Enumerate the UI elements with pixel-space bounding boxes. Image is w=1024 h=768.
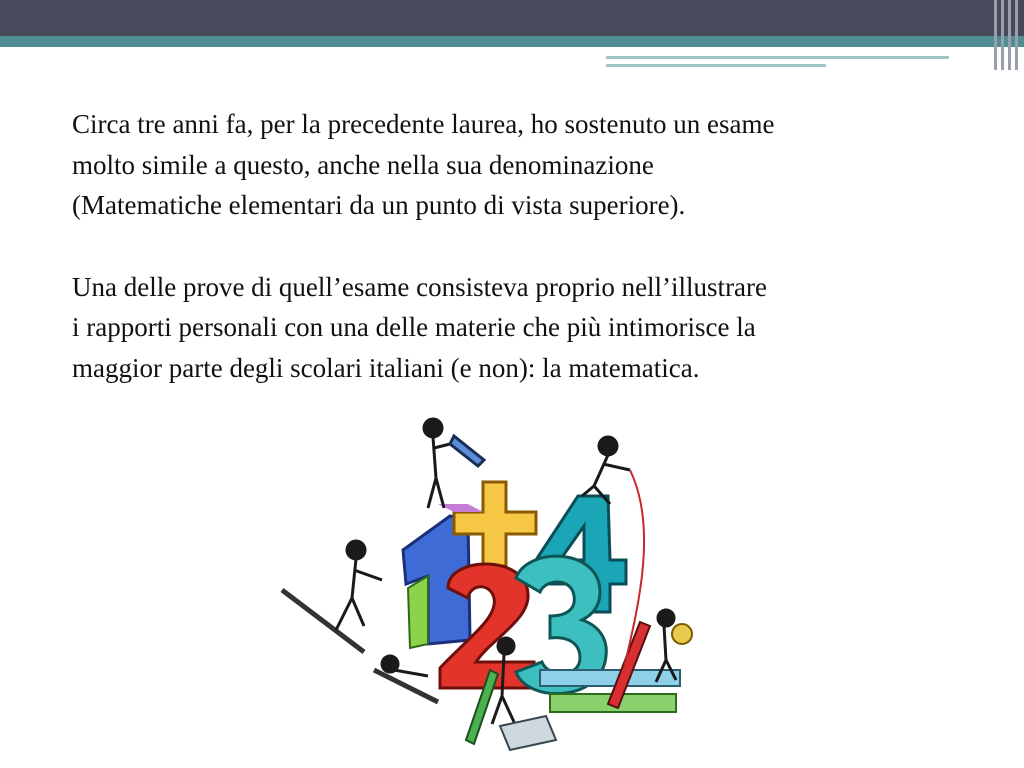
paragraph-2: Una delle prove di quell’esame consisteva proprio nell’illustrare i rapporti personali con una delle materie che più intimorisce la maggior parte degli scolari italiani (e non): la matematica. — [72, 271, 768, 383]
slide-body — [72, 104, 972, 388]
corner-stripes — [988, 0, 1024, 70]
math-clipart — [278, 408, 698, 758]
accent-line-long — [606, 56, 949, 59]
accent-line-short — [606, 64, 826, 67]
paragraph-1: Circa tre anni fa, per la precedente laurea, ho sostenuto un esame molto simile a questo, anche nella sua denominazione (Matematiche elementari da un punto di vista superiore). — [72, 109, 775, 220]
eraser-shape — [500, 716, 556, 750]
gear-shape — [672, 624, 692, 644]
header-teal-band — [0, 36, 1024, 47]
header-dark-band — [0, 0, 1024, 36]
